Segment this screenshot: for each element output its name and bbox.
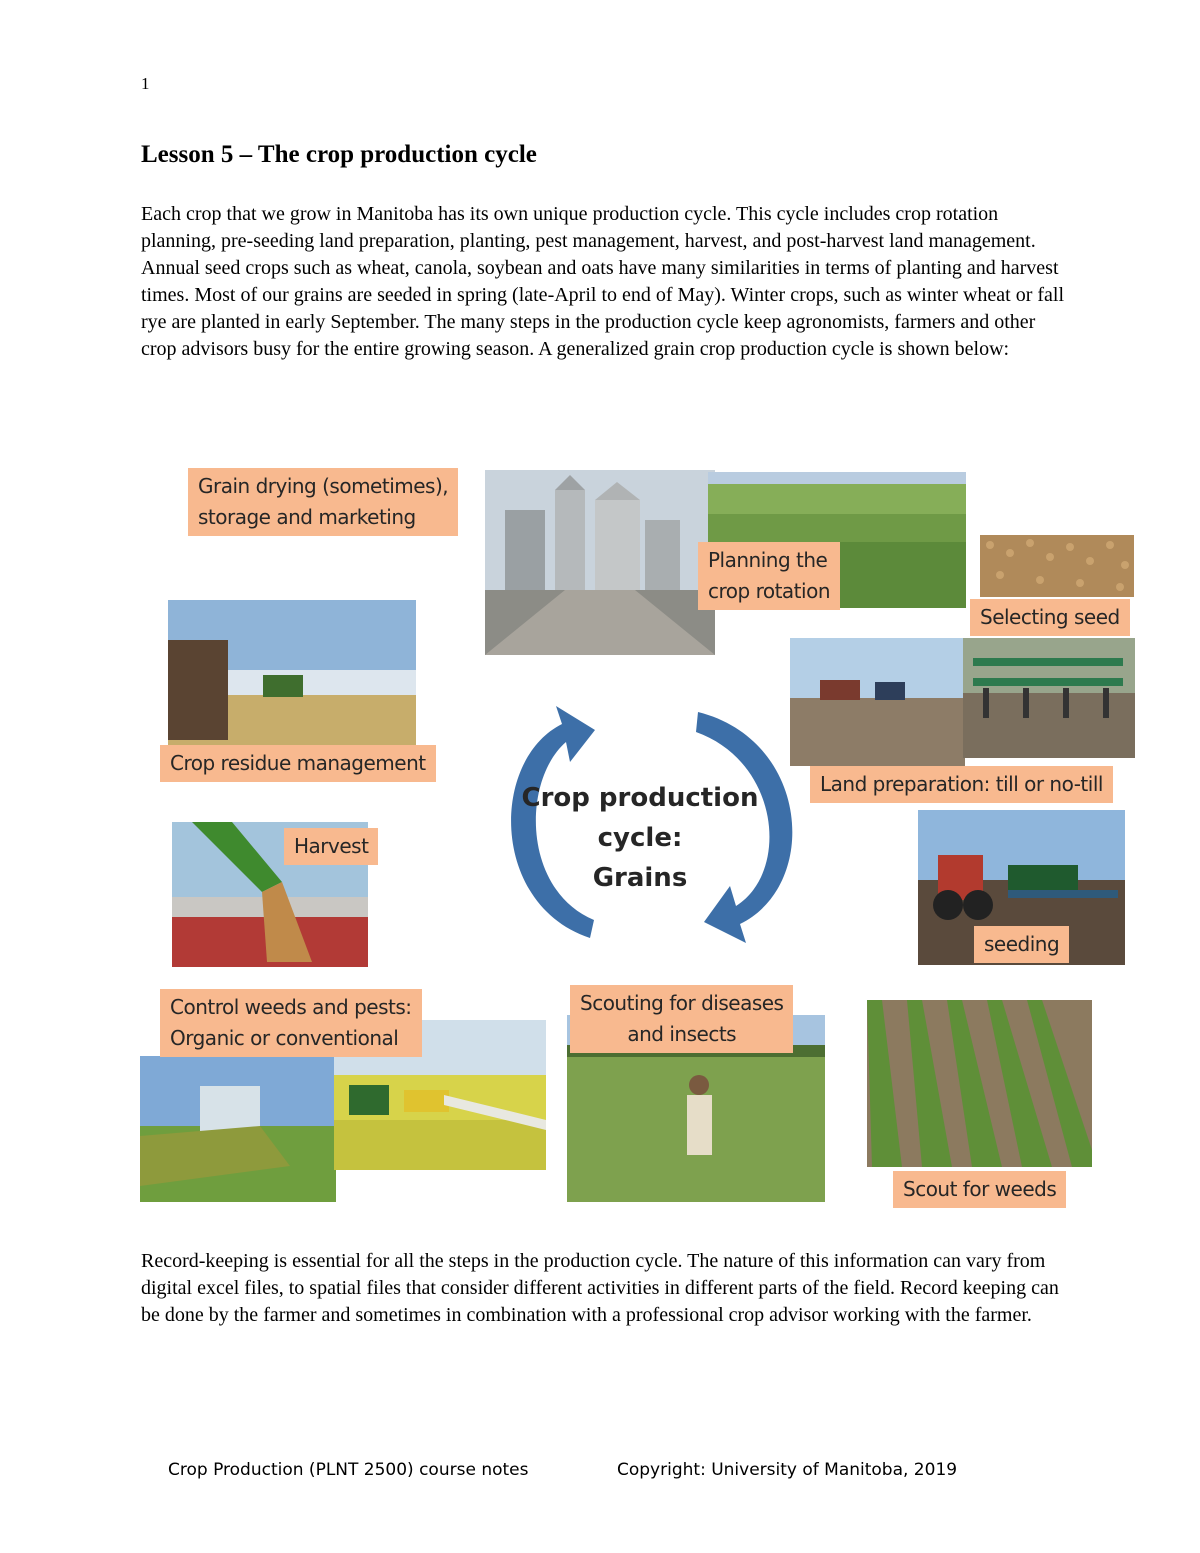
- footer-course: Crop Production (PLNT 2500) course notes: [168, 1460, 529, 1480]
- label-control-line1: Control weeds and pests:: [170, 995, 412, 1019]
- label-seeding: seeding: [974, 926, 1069, 963]
- footer-copyright: Copyright: University of Manitoba, 2019: [617, 1460, 958, 1480]
- label-crop-residue: Crop residue management: [160, 745, 436, 782]
- intro-paragraph: Each crop that we grow in Manitoba has its own unique production cycle. This cycle includes crop rotation planning, pre-seeding land preparation, planting, pest management, harvest, and post-harvest land management. Annual seed crops such as wheat, canola, soybean and oats have many similarities in terms of planting and harvest times. Most of our grains are seeded in spring (late-April to end of May). Winter crops, such as winter wheat or fall rye are planted in early September. The many steps in the production cycle keep agronomists, farmers and other crop advisors busy for the entire growing season. A generalized grain crop production cycle is shown below:: [141, 203, 1065, 360]
- label-scout-weeds: Scout for weeds: [893, 1171, 1066, 1208]
- center-line-2: cycle:: [597, 823, 683, 853]
- label-land-preparation: Land preparation: till or no-till: [810, 766, 1113, 803]
- crop-cycle-figure: [140, 460, 1150, 1220]
- label-scouting-line2: and insects: [627, 1022, 737, 1046]
- label-grain-drying-line2: storage and marketing: [198, 505, 416, 529]
- center-line-1: Crop production: [521, 783, 759, 813]
- label-harvest: Harvest: [284, 828, 378, 865]
- cycle-center-title: [500, 778, 780, 898]
- tillage-photo-2: [963, 638, 1135, 758]
- label-selecting-seed: Selecting seed: [970, 599, 1130, 636]
- page-number: 1: [141, 74, 150, 93]
- label-grain-drying-line1: Grain drying (sometimes),: [198, 474, 449, 498]
- closing-paragraph: Record-keeping is essential for all the steps in the production cycle. The nature of this information can vary from digital excel files, to spatial files that consider different activities in different parts of the field. Record keeping can be done by the farmer and sometimes in combination with a professional crop advisor working with the farmer.: [141, 1250, 1059, 1326]
- label-scouting-diseases: [570, 985, 793, 1053]
- label-planning-rotation: [698, 542, 840, 610]
- lesson-title: Lesson 5 – The crop production cycle: [141, 141, 537, 168]
- label-scouting-line1: Scouting for diseases: [580, 991, 784, 1015]
- label-control-line2: Organic or conventional: [170, 1026, 399, 1050]
- label-planning-line2: crop rotation: [708, 579, 830, 603]
- swather-photo: [140, 1056, 336, 1202]
- center-line-3: Grains: [592, 863, 688, 893]
- seed-photo: [980, 535, 1134, 597]
- label-control-weeds: [160, 989, 422, 1057]
- grain-bins-photo: [485, 470, 715, 655]
- label-grain-drying: [188, 468, 458, 536]
- label-planning-line1: Planning the: [708, 548, 828, 572]
- soybean-rows-photo: [867, 1000, 1092, 1167]
